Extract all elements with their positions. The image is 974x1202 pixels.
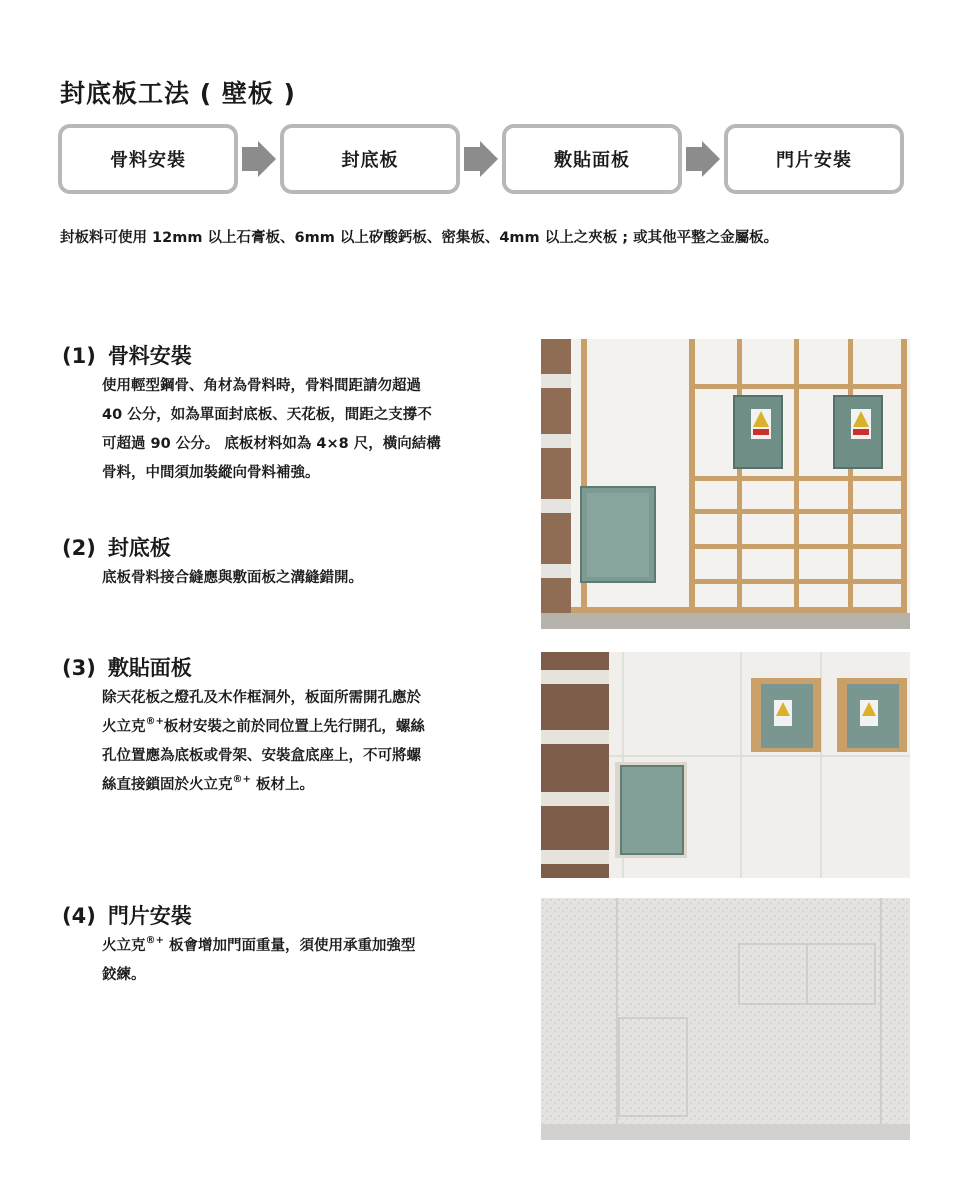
section-3-heading [62,652,192,682]
section-1-body [102,372,514,488]
section-number: (4) [62,904,96,928]
arrow-right-icon [464,141,498,177]
section-number: (1) [62,344,96,368]
section-title: 封底板 [107,536,171,560]
text-line: 40 公分，如為單面封底板、天花板，間距之支撐不 [102,407,432,423]
section-2-heading [62,532,171,562]
section-2-body [102,564,514,593]
process-flow [58,124,910,200]
section-4-heading [62,900,192,930]
text-line: 孔位置應為底板或骨架、安裝盒底座上，不可將螺 [102,748,421,764]
flow-step-door-install: 門片安裝 [724,124,904,194]
text-line: 鉸練。 [102,967,146,983]
text-line: 除天花板之燈孔及木作框洞外，板面所需開孔應於 [102,690,421,706]
text-line: 使用輕型鋼骨、角材為骨料時，骨料間距請勿超過 [102,378,421,394]
section-number: (2) [62,536,96,560]
wood-framing-photo [541,339,910,629]
board-installation-photo [541,652,910,878]
page-title: 封底板工法 ( 壁板 ) [60,79,296,108]
finished-wall-photo [541,898,910,1140]
text-line: 火立克®+ 板會增加門面重量，須使用承重加強型 [102,935,416,954]
section-3-body [102,684,514,800]
section-title: 門片安裝 [107,904,192,928]
flow-step-face-panel: 敷貼面板 [502,124,682,194]
arrow-right-icon [686,141,720,177]
text-line: 底板骨料接合縫應與敷面板之溝縫錯開。 [102,570,363,586]
section-1-heading [62,340,192,370]
section-4-body [102,932,514,990]
material-note: 封板料可使用 12mm 以上石膏板、6mm 以上矽酸鈣板、密集板、4mm 以上之夾板 ; 或其他平整之金屬板。 [60,230,779,246]
section-number: (3) [62,656,96,680]
text-line: 絲直接鎖固於火立克®+ 板材上。 [102,774,314,793]
flow-step-base-board: 封底板 [280,124,460,194]
section-title: 骨料安裝 [107,344,192,368]
flow-step-framing: 骨料安裝 [58,124,238,194]
section-title: 敷貼面板 [107,656,192,680]
text-line: 可超過 90 公分。 底板材料如為 4×8 尺，橫向結構 [102,436,441,452]
text-line: 火立克®+板材安裝之前於同位置上先行開孔，螺絲 [102,716,425,735]
text-line: 骨料，中間須加裝縱向骨料補強。 [102,465,320,481]
arrow-right-icon [242,141,276,177]
